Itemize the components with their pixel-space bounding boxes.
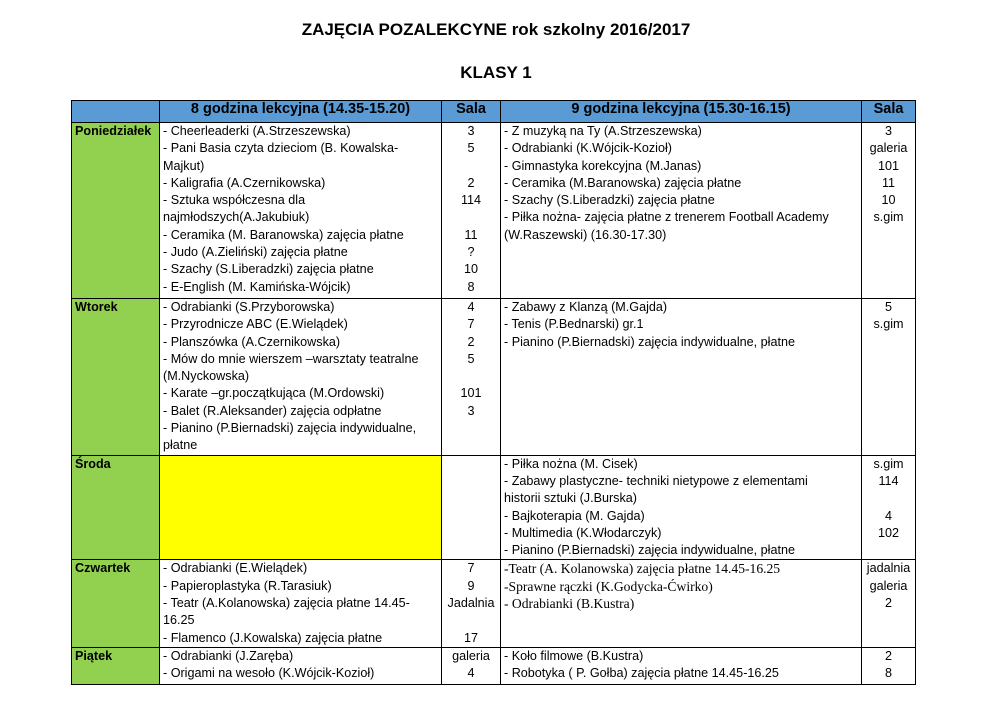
header-row (72, 101, 916, 123)
activities-hour-8-line: Majkut) (163, 158, 205, 173)
room-hour-9-line: 114 (878, 473, 899, 488)
activities-hour-9 (501, 560, 862, 647)
room-hour-8 (442, 455, 501, 560)
room-hour-8-line: 7 (467, 317, 475, 332)
room-hour-8-line (445, 209, 497, 226)
room-hour-9-line: 102 (877, 525, 899, 540)
header-room-2: Sala (862, 101, 916, 123)
header-hour-9: 9 godzina lekcyjna (15.30-16.15) (501, 101, 862, 123)
header-day (72, 101, 160, 123)
room-hour-9 (862, 123, 916, 299)
activities-hour-9-line: - Piłka nożna- zajęcia płatne z trenerem Football Academy (504, 210, 829, 225)
page-title: ZAJĘCIA POZALEKCYNE rok szkolny 2016/2017 (301, 20, 691, 39)
room-hour-8-line: Jadalnia (447, 596, 495, 611)
room-hour-8-line (445, 612, 497, 629)
activities-hour-8-line: - Flamenco (J.Kowalska) zajęcia płatne (163, 630, 383, 645)
activities-hour-8 (160, 123, 442, 299)
activities-hour-8-line: (M.Nyckowska) (163, 369, 250, 384)
activities-hour-9-line: - Gimnastyka korekcyjna (M.Janas) (504, 158, 702, 173)
activities-hour-9-line: historii sztuki (J.Burska) (504, 491, 637, 506)
activities-hour-9-line: - Zabawy plastyczne- techniki nietypowe z elementami (504, 473, 808, 488)
activities-hour-8-line: płatne (163, 438, 198, 453)
day-cell: Środa (72, 455, 160, 560)
activities-hour-9-line: - Piłka nożna (M. Cisek) (504, 456, 638, 471)
activities-hour-9 (501, 647, 862, 684)
activities-hour-8-line: - Planszówka (A.Czernikowska) (163, 334, 341, 349)
room-hour-8-line: 4 (467, 300, 475, 314)
room-hour-9-line: jadalnia (866, 561, 911, 576)
room-hour-8-line: 101 (460, 386, 482, 401)
header-hour-8: 8 godzina lekcyjna (14.35-15.20) (160, 101, 442, 123)
day-cell: Poniedziałek (72, 123, 160, 299)
room-hour-9 (862, 560, 916, 647)
room-hour-8-line: 17 (463, 630, 478, 645)
room-hour-8-line: 3 (467, 124, 475, 138)
activities-hour-8 (160, 299, 442, 456)
room-hour-8-line: 7 (467, 561, 475, 576)
activities-hour-8-line: najmłodszych(A.Jakubiuk) (163, 210, 310, 225)
activities-hour-9-line: - Odrabianki (B.Kustra) (504, 596, 635, 612)
activities-hour-9-line: - Tenis (P.Bednarski) gr.1 (504, 317, 644, 332)
activities-hour-9 (501, 123, 862, 299)
activities-hour-9-line: - Pianino (P.Biernadski) zajęcia indywidualne, płatne (504, 543, 795, 558)
room-hour-9-line: 10 (881, 193, 896, 208)
activities-hour-8-line: - Origami na wesoło (K.Wójcik-Kozioł) (163, 666, 375, 681)
room-hour-9-line: galeria (869, 578, 908, 593)
room-hour-8-line (445, 158, 497, 175)
room-hour-9-line: 8 (884, 666, 892, 681)
activities-hour-8 (160, 560, 442, 647)
room-hour-8-line: 10 (463, 262, 478, 277)
activities-hour-9-line: (W.Raszewski) (16.30-17.30) (504, 227, 667, 242)
room-hour-8 (442, 123, 501, 299)
activities-hour-9-line: - Odrabianki (K.Wójcik-Kozioł) (504, 141, 672, 156)
activities-hour-9-line: -Teatr (A. Kolanowska) zajęcia płatne 14.45-16.25 (504, 561, 781, 577)
activities-hour-8-line: - Kaligrafia (A.Czernikowska) (163, 175, 326, 190)
activities-hour-9-line: - Robotyka ( P. Gołba) zajęcia płatne 14.45-16.25 (504, 666, 779, 681)
table-row (72, 455, 916, 560)
day-cell: Wtorek (72, 299, 160, 456)
day-cell: Piątek (72, 647, 160, 684)
activities-hour-9 (501, 299, 862, 456)
room-hour-8-line (445, 368, 497, 385)
activities-hour-9-line: - Multimedia (K.Włodarczyk) (504, 525, 662, 540)
activities-hour-9-line: - Zabawy z Klanzą (M.Gajda) (504, 300, 668, 314)
activities-hour-8 (160, 647, 442, 684)
activities-hour-8-line: - E-English (M. Kamińska-Wójcik) (163, 279, 351, 294)
activities-hour-8-line: - Judo (A.Zieliński) zajęcia płatne (163, 245, 348, 260)
room-hour-9-line: 4 (884, 508, 892, 523)
room-hour-8 (442, 560, 501, 647)
activities-hour-8-line: - Szachy (S.Liberadzki) zajęcia płatne (163, 262, 374, 277)
activities-hour-9-line: - Koło filmowe (B.Kustra) (504, 648, 644, 663)
activities-hour-8-line: - Teatr (A.Kolanowska) zajęcia płatne 14.45- (163, 596, 410, 611)
activities-hour-9-line: -Sprawne rączki (K.Godycka-Ćwirko) (504, 578, 713, 594)
room-hour-8 (442, 299, 501, 456)
activities-hour-9-line: - Z muzyką na Ty (A.Strzeszewska) (504, 124, 702, 138)
room-hour-8-line: 9 (467, 578, 475, 593)
room-hour-8 (442, 647, 501, 684)
table-row (72, 299, 916, 456)
activities-hour-8-line: - Mów do mnie wierszem –warsztaty teatralne (163, 351, 419, 366)
page-subtitle: KLASY 1 (460, 63, 532, 82)
room-hour-8-line: 114 (460, 193, 482, 208)
activities-hour-8-line: - Pani Basia czyta dzieciom (B. Kowalska- (163, 141, 399, 156)
activities-hour-9 (501, 455, 862, 560)
room-hour-8-line: 3 (467, 403, 475, 418)
room-hour-9-line: 5 (884, 300, 892, 314)
table-row (72, 123, 916, 299)
day-cell: Czwartek (72, 560, 160, 647)
activities-hour-8 (160, 455, 442, 560)
room-hour-9-line: 11 (881, 175, 896, 190)
activities-hour-9-line: - Pianino (P.Biernadski) zajęcia indywidualne, płatne (504, 334, 795, 349)
activities-hour-8-line: 16.25 (163, 613, 195, 628)
room-hour-9-line (865, 490, 912, 507)
room-hour-9 (862, 647, 916, 684)
room-hour-9 (862, 455, 916, 560)
room-hour-8-line: ? (467, 245, 475, 260)
schedule-table (71, 100, 916, 685)
activities-hour-8-line: - Odrabianki (E.Wielądek) (163, 561, 308, 576)
header-room-1: Sala (442, 101, 501, 123)
room-hour-8-line: 11 (464, 227, 478, 242)
activities-hour-9-line: - Szachy (S.Liberadzki) zajęcia płatne (504, 193, 715, 208)
table-row (72, 560, 916, 647)
activities-hour-9-line: - Ceramika (M.Baranowska) zajęcia płatne (504, 175, 742, 190)
activities-hour-8-line: - Odrabianki (J.Zaręba) (163, 648, 294, 663)
room-hour-8-line: 2 (467, 334, 475, 349)
room-hour-9-line: s.gim (873, 456, 904, 471)
activities-hour-8-line: - Przyrodnicze ABC (E.Wielądek) (163, 317, 348, 332)
activities-hour-9-line: - Bajkoterapia (M. Gajda) (504, 508, 645, 523)
room-hour-9-line: s.gim (873, 210, 904, 225)
table-row (72, 647, 916, 684)
activities-hour-8-line: - Cheerleaderki (A.Strzeszewska) (163, 124, 351, 138)
room-hour-8-line: 8 (467, 279, 475, 294)
activities-hour-8-line: - Papieroplastyka (R.Tarasiuk) (163, 578, 332, 593)
room-hour-9-line: s.gim (873, 317, 904, 332)
room-hour-9-line: 3 (884, 124, 892, 138)
room-hour-9-line: galeria (869, 141, 908, 156)
room-hour-8-line: 4 (467, 666, 475, 681)
room-hour-8-line: 2 (467, 175, 475, 190)
activities-hour-8-line: - Balet (R.Aleksander) zajęcia odpłatne (163, 403, 382, 418)
activities-hour-8-line: - Sztuka współczesna dla (163, 193, 306, 208)
activities-hour-8-line: - Karate –gr.początkująca (M.Ordowski) (163, 386, 385, 401)
room-hour-8-line: 5 (467, 141, 475, 156)
room-hour-9-line: 2 (884, 596, 892, 611)
room-hour-9 (862, 299, 916, 456)
activities-hour-8-line: - Ceramika (M. Baranowska) zajęcia płatne (163, 227, 404, 242)
room-hour-8-line: galeria (452, 648, 490, 663)
activities-hour-8-line: - Pianino (P.Biernadski) zajęcia indywidualne, (163, 421, 417, 436)
room-hour-9-line: 2 (884, 648, 892, 663)
room-hour-8-line: 5 (467, 351, 475, 366)
room-hour-9-line: 101 (877, 158, 899, 173)
activities-hour-8-line: - Odrabianki (S.Przyborowska) (163, 300, 335, 314)
